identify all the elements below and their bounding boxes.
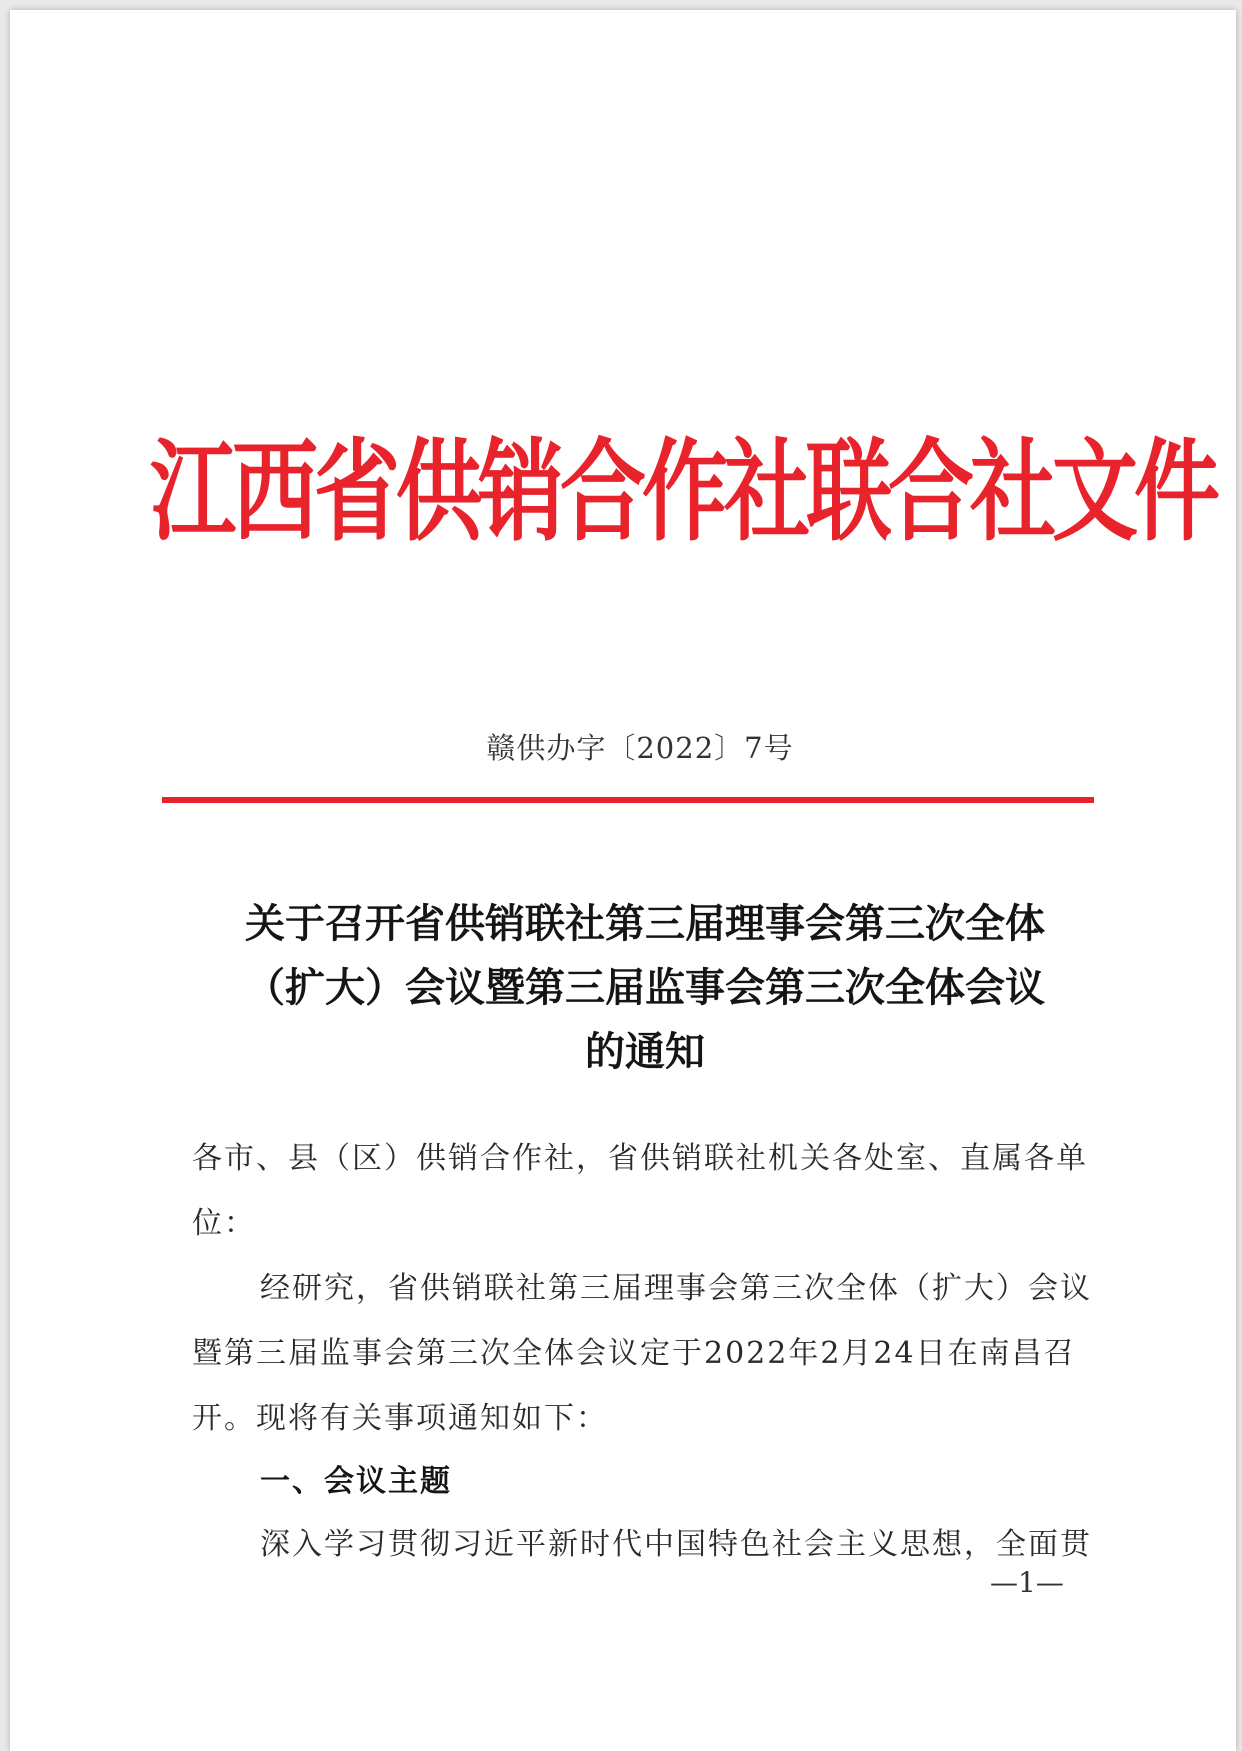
notice-title — [180, 892, 1110, 1084]
document-number: 赣供办字〔2022〕7号 — [486, 731, 794, 765]
red-divider-line — [162, 797, 1094, 803]
body-paragraph-line: 深入学习贯彻习近平新时代中国特色社会主义思想，全面贯 — [260, 1527, 1092, 1562]
title-line: 关于召开省供销联社第三届理事会第三次全体 — [245, 900, 1045, 947]
title-line: （扩大）会议暨第三届监事会第三次全体会议 — [245, 964, 1045, 1011]
document-page — [10, 10, 1236, 1751]
section-heading: 一、会议主题 — [260, 1464, 452, 1499]
recipients-line-cont: 位： — [192, 1206, 256, 1241]
title-line: 的通知 — [585, 1028, 705, 1075]
page-number: —1— — [990, 1566, 1064, 1599]
body-paragraph-line: 开。现将有关事项通知如下： — [192, 1401, 608, 1436]
body-paragraph-line: 经研究，省供销联社第三届理事会第三次全体（扩大）会议 — [260, 1271, 1092, 1306]
recipients-line: 各市、县（区）供销合作社，省供销联社机关各处室、直属各单 — [192, 1141, 1088, 1176]
document-masthead: 江西省供销合作社联合社文件 — [150, 429, 1216, 557]
body-paragraph-line: 暨第三届监事会第三次全体会议定于2022年2月24日在南昌召 — [192, 1336, 1076, 1371]
